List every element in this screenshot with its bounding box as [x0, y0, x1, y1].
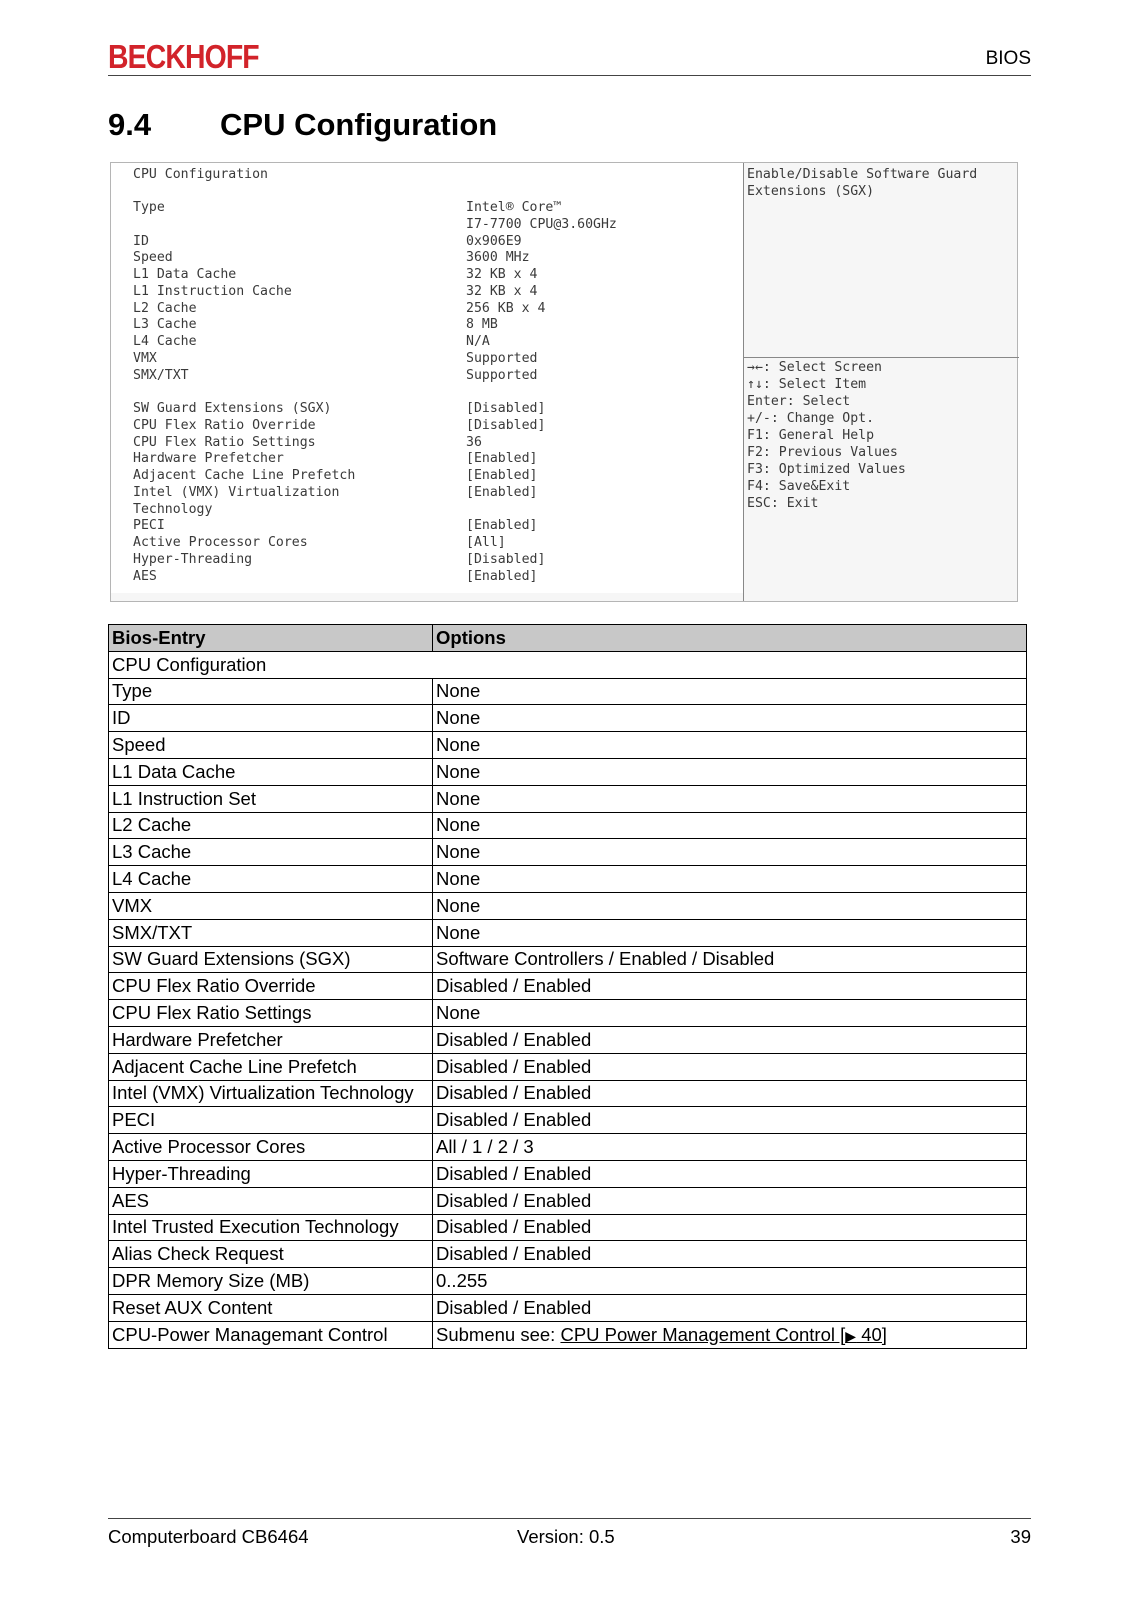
table-row: [109, 919, 1027, 946]
bios-entry-cell: Adjacent Cache Line Prefetch: [109, 1053, 433, 1080]
options-cell: Disabled / Enabled: [433, 1107, 1027, 1134]
table-row: [109, 1294, 1027, 1321]
bios-entry-cell: Intel Trusted Execution Technology: [109, 1214, 433, 1241]
bios-entry-cell: CPU Flex Ratio Settings: [109, 1000, 433, 1027]
table-row: [109, 1268, 1027, 1295]
options-cell: Disabled / Enabled: [433, 1053, 1027, 1080]
table-row: [109, 758, 1027, 785]
beckhoff-logo: BECKHOFF: [108, 38, 259, 75]
bios-info-value: 32 KB x 4: [466, 283, 538, 299]
bios-entry-cell: L3 Cache: [109, 839, 433, 866]
bios-key-hint: ↑↓: Select Item: [747, 377, 867, 392]
options-cell: Disabled / Enabled: [433, 1080, 1027, 1107]
submenu-prefix: Submenu see:: [436, 1323, 561, 1345]
footer-page-number: 39: [1010, 1526, 1031, 1547]
table-row: [109, 1187, 1027, 1214]
table-row: [109, 866, 1027, 893]
bios-setting-value: [Disabled]: [466, 401, 546, 416]
bios-setting-value: [Enabled]: [466, 518, 538, 534]
bios-setting-label: Technology: [133, 501, 213, 517]
bios-entry-cell: AES: [109, 1187, 433, 1214]
header-divider: [108, 75, 1031, 76]
bios-info-value: I7-7700 CPU@3.60GHz: [466, 216, 617, 232]
bios-entry-cell: Type: [109, 678, 433, 705]
table-row: [109, 1026, 1027, 1053]
bios-help-panel: [743, 163, 1019, 601]
bios-info-label: Speed: [133, 250, 173, 266]
footer-divider: [108, 1518, 1031, 1519]
options-cell: None: [433, 866, 1027, 893]
bios-info-value: 3600 MHz: [466, 250, 530, 266]
options-cell: None: [433, 812, 1027, 839]
options-cell: None: [433, 732, 1027, 759]
bios-setting-value: [Enabled]: [466, 451, 538, 467]
options-cell: None: [433, 705, 1027, 732]
table-row: [109, 812, 1027, 839]
options-cell: 0..255: [433, 1268, 1027, 1295]
bios-info-value: Intel® Core™: [466, 200, 562, 215]
options-cell: None: [433, 758, 1027, 785]
table-row: [109, 839, 1027, 866]
table-header-row: [109, 625, 1027, 652]
table-row: [109, 946, 1027, 973]
bios-key-hint: +/-: Change Opt.: [747, 411, 875, 426]
bios-entry-cell: L2 Cache: [109, 812, 433, 839]
bios-setting-label: CPU Flex Ratio Override: [133, 417, 316, 433]
table-row: [109, 732, 1027, 759]
bios-key-legend: [747, 359, 906, 512]
bios-setting-label: Adjacent Cache Line Prefetch: [133, 468, 356, 483]
options-cell: Disabled / Enabled: [433, 1160, 1027, 1187]
bios-options-table: [108, 624, 1027, 1349]
bios-entry-cell: CPU-Power Managemant Control: [109, 1321, 433, 1348]
bios-setting-label: Intel (VMX) Virtualization: [133, 484, 340, 500]
bios-help-divider: [744, 357, 1019, 358]
bios-info-label: VMX: [133, 350, 157, 366]
link-text: CPU Power Management Control [: [560, 1323, 846, 1345]
options-cell: None: [433, 839, 1027, 866]
bios-help-text: Enable/Disable Software Guard Extensions (SGX): [747, 167, 978, 199]
section-label: BIOS: [985, 48, 1031, 69]
bios-entry-cell: DPR Memory Size (MB): [109, 1268, 433, 1295]
bios-entry-cell: L1 Instruction Set: [109, 785, 433, 812]
bios-key-hint: Enter: Select: [747, 394, 851, 409]
page-title: [108, 107, 497, 143]
options-cell: Software Controllers / Enabled / Disabled: [433, 946, 1027, 973]
options-cell: None: [433, 1000, 1027, 1027]
bios-info-label: L1 Data Cache: [133, 267, 237, 282]
bios-setting-value: [Disabled]: [466, 551, 546, 567]
bios-setting-value: [All]: [466, 535, 506, 550]
bios-info-label: SMX/TXT: [133, 367, 189, 383]
bios-setting-value: [Enabled]: [466, 484, 538, 500]
bios-entry-cell: L4 Cache: [109, 866, 433, 893]
bios-key-hint: F3: Optimized Values: [747, 462, 906, 477]
bios-info-label: L2 Cache: [133, 300, 197, 316]
bios-key-hint: F2: Previous Values: [747, 445, 898, 460]
options-cell: Disabled / Enabled: [433, 1026, 1027, 1053]
options-cell: Disabled / Enabled: [433, 973, 1027, 1000]
bios-setting-value: [Enabled]: [466, 468, 538, 483]
bios-key-hint: F4: Save&Exit: [747, 479, 851, 494]
bios-entry-cell: Speed: [109, 732, 433, 759]
bios-entry-cell: Active Processor Cores: [109, 1134, 433, 1161]
cpu-power-management-link[interactable]: [560, 1324, 886, 1345]
bios-info-label: ID: [133, 233, 149, 249]
bios-setting-label: Active Processor Cores: [133, 535, 308, 550]
table-row: [109, 1053, 1027, 1080]
bios-key-hint: →←: Select Screen: [747, 360, 882, 375]
column-header-entry: Bios-Entry: [109, 625, 433, 652]
table-row: [109, 1214, 1027, 1241]
bios-setting-value: [Enabled]: [466, 568, 538, 584]
bios-key-hint: F1: General Help: [747, 428, 875, 443]
bios-info-label: L1 Instruction Cache: [133, 283, 292, 299]
footer-product: Computerboard CB6464: [108, 1526, 309, 1547]
bios-entry-cell: Hyper-Threading: [109, 1160, 433, 1187]
table-row: [109, 1241, 1027, 1268]
bios-info-value: 256 KB x 4: [466, 300, 546, 316]
bios-screen-title: CPU Configuration: [133, 167, 268, 182]
bios-main-panel: [111, 163, 743, 593]
options-cell: None: [433, 785, 1027, 812]
bios-entry-cell: PECI: [109, 1107, 433, 1134]
bios-info-label: L4 Cache: [133, 334, 197, 349]
bios-info-value: Supported: [466, 350, 538, 366]
table-row: [109, 1107, 1027, 1134]
table-row: [109, 705, 1027, 732]
bios-entry-cell: SW Guard Extensions (SGX): [109, 946, 433, 973]
bios-entry-cell: SMX/TXT: [109, 919, 433, 946]
table-row: [109, 1000, 1027, 1027]
bios-info-value: N/A: [466, 334, 490, 349]
table-row: [109, 1160, 1027, 1187]
options-cell: Disabled / Enabled: [433, 1241, 1027, 1268]
options-cell: None: [433, 919, 1027, 946]
table-row: [109, 1134, 1027, 1161]
section-number: 9.4: [108, 107, 152, 142]
bios-info-value: 0x906E9: [466, 233, 522, 249]
bios-setting-label: Hyper-Threading: [133, 551, 253, 567]
section-row-cell: CPU Configuration: [109, 651, 1027, 678]
table-section-row: [109, 651, 1027, 678]
bios-info-label: Type: [133, 200, 165, 215]
options-cell: Disabled / Enabled: [433, 1187, 1027, 1214]
table-row: [109, 973, 1027, 1000]
bios-entry-cell: Hardware Prefetcher: [109, 1026, 433, 1053]
bios-entry-cell: VMX: [109, 892, 433, 919]
bios-info-value: Supported: [466, 367, 538, 383]
bios-setting-label: AES: [133, 568, 157, 584]
options-cell: All / 1 / 2 / 3: [433, 1134, 1027, 1161]
bios-entry-cell: Intel (VMX) Virtualization Technology: [109, 1080, 433, 1107]
options-cell: None: [433, 892, 1027, 919]
bios-info-value: 8 MB: [466, 317, 498, 333]
table-row: [109, 678, 1027, 705]
bios-entry-cell: L1 Data Cache: [109, 758, 433, 785]
bios-entry-cell: CPU Flex Ratio Override: [109, 973, 433, 1000]
bios-setting-value: 36: [466, 434, 482, 450]
bios-entry-cell: Alias Check Request: [109, 1241, 433, 1268]
table-row: [109, 892, 1027, 919]
bios-entry-cell: Reset AUX Content: [109, 1294, 433, 1321]
bios-setting-label: CPU Flex Ratio Settings: [133, 434, 316, 450]
table-row: [109, 785, 1027, 812]
link-page-ref: 40]: [856, 1323, 887, 1345]
section-title: CPU Configuration: [220, 107, 498, 142]
bios-info-value: 32 KB x 4: [466, 267, 538, 282]
table-row: [109, 1321, 1027, 1348]
bios-setting-value: [Disabled]: [466, 417, 546, 433]
bios-info-label: L3 Cache: [133, 317, 197, 333]
page-arrow-icon: ▶: [845, 1327, 857, 1344]
bios-screenshot: [110, 162, 1018, 602]
bios-key-hint: ESC: Exit: [747, 496, 819, 511]
footer-version: Version: 0.5: [517, 1526, 615, 1547]
bios-setting-label: Hardware Prefetcher: [133, 451, 284, 467]
bios-setting-label: SW Guard Extensions (SGX): [133, 401, 332, 416]
options-cell: Disabled / Enabled: [433, 1294, 1027, 1321]
table-row: [109, 1080, 1027, 1107]
options-cell: None: [433, 678, 1027, 705]
column-header-options: Options: [433, 625, 1027, 652]
bios-entry-cell: ID: [109, 705, 433, 732]
bios-setting-label: PECI: [133, 518, 165, 534]
options-cell: [433, 1321, 1027, 1348]
options-cell: Disabled / Enabled: [433, 1214, 1027, 1241]
